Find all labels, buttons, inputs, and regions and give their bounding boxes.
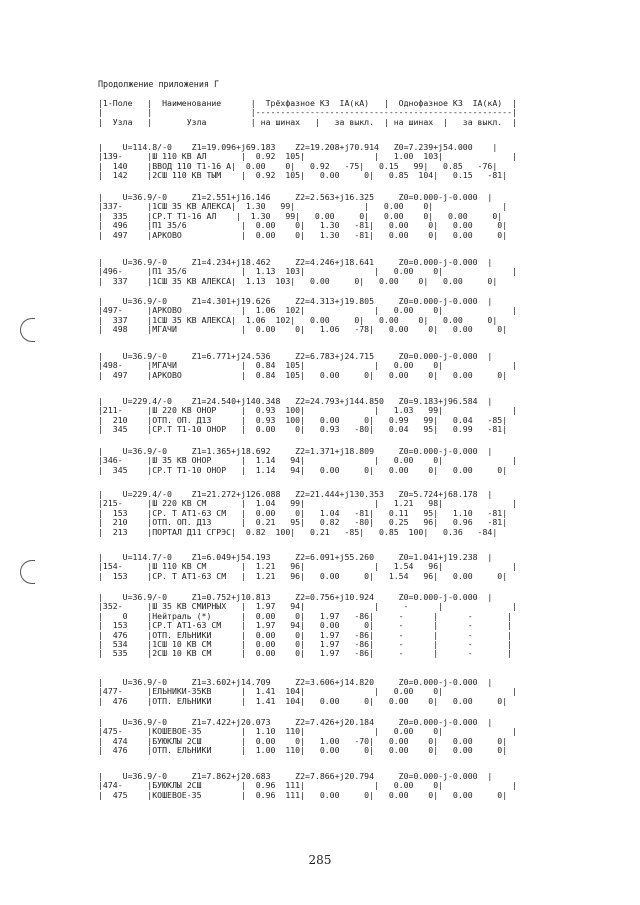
node-block: | U=36.9/-0 Z1=4.301+j19.626 Z2=4.313+j19.805 Z0=0.000-j-0.000 | |497- |АРКОВО | 1.06 102| | 0.00 0| | | 337 |1СШ 35 КВ АЛЕКСА| 1.06 102| 0.00 0| 0.00 0| 0.00 0| | 498 |МГАЧИ | 0.00 0| 1.06 -78| 0.00 0| 0.00 0| xyxy=(98,296,517,335)
table-header: |1-Поле | Наименование | Трёхфазное КЗ IA(кА) | Однофазное КЗ IA(кА) | | | |----------------------------------------------------| | Узла | Узла | на шинах | за выкл. | на шинах | за выкл. | xyxy=(98,98,517,127)
node-block: | U=36.9/-0 Z1=4.234+j18.462 Z2=4.246+j18.641 Z0=0.000-j-0.000 | |496- |П1 35/6 | 1.13 103| | 0.00 0| | | 337 |1СШ 35 КВ АЛЕКСА| 1.13 103| 0.00 0| 0.00 0| 0.00 0| xyxy=(98,257,517,286)
node-block: | U=36.9/-0 Z1=2.551+j16.146 Z2=2.563+j16.325 Z0=0.000-j-0.000 | |337- |1СШ 35 КВ АЛЕКСА| 1.30 99| | 0.00 0| | | 335 |СР.Т Т1-16 АЛ | 1.30 99| 0.00 0| 0.00 0| 0.00 0| | 496 |П1 35/6 | 0.00 0| 1.30 -81| 0.00 0| 0.00 0| | 497 |АРКОВО | 0.00 0| 1.30 -81| 0.00 0| 0.00 0| xyxy=(98,192,508,240)
node-block: | U=114.7/-0 Z1=6.049+j54.193 Z2=6.091+j55.260 Z0=1.041+j19.238 | |154- |Ш 110 КВ СМ | 1.21 96| | 1.54 96| | | 153 |СР. Т АТ1-63 СМ | 1.21 96| 0.00 0| 1.54 96| 0.00 0| xyxy=(98,552,517,581)
node-block: | U=36.9/-0 Z1=6.771+j24.536 Z2=6.783+j24.715 Z0=0.000-j-0.000 | |498- |МГАЧИ | 0.84 105| | 0.00 0| | | 497 |АРКОВО | 0.84 105| 0.00 0| 0.00 0| 0.00 0| xyxy=(98,351,517,380)
punch-hole-mark xyxy=(20,560,35,584)
node-block: | U=36.9/-0 Z1=7.862+j20.683 Z2=7.866+j20.794 Z0=0.000-j-0.000 | |474- |БУЮКЛЫ 2СШ | 0.96 111| | 0.00 0| | | 475 |КОШЕВОЕ-35 | 0.96 111| 0.00 0| 0.00 0| 0.00 0| xyxy=(98,771,517,800)
node-block: | U=229.4/-0 Z1=24.540+j140.348 Z2=24.793+j144.850 Z0=9.183+j96.584 | |211- |Ш 220 КВ ОНОР | 0.93 100| | 1.03 99| | | 210 |ОТП. ОП. Д13 | 0.93 100| 0.00 0| 0.99 99| 0.04 -85| | 345 |СР.Т Т1-10 ОНОР | 0.00 0| 0.93 -80| 0.04 95| 0.99 -81| xyxy=(98,396,517,435)
node-block: | U=229.4/-0 Z1=21.272+j126.088 Z2=21.444+j130.353 Z0=5.724+j68.178 | |215- |Ш 220 КВ СМ | 1.04 99| | 1.21 98| | | 153 |СР. Т АТ1-63 СМ | 0.00 0| 1.04 -81| 0.11 95| 1.10 -81| | 210 |ОТП. ОП. Д13 | 0.21 95| 0.82 -80| 0.25 96| 0.96 -81| | 213 |ПОРТАЛ Д11 СГРЭС| 0.82 100| 0.21 -85| 0.85 100| 0.36 -84| xyxy=(98,489,517,537)
punch-hole-mark xyxy=(20,318,35,342)
node-block: | U=36.9/-0 Z1=0.752+j10.813 Z2=0.756+j10.924 Z0=0.000-j-0.000 | |352- |Ш 35 КВ СМИРНЫХ | 1.97 94| | - | | | 0 |Нейтраль (*) | 0.00 0| 1.97 -86| - | - | | 153 |СР.Т АТ1-63 СМ | 1.97 94| 0.00 0| - | - | | 476 |ОТП. ЕЛЬНИКИ | 0.00 0| 1.97 -86| - | - | | 534 |1СШ 10 КВ СМ | 0.00 0| 1.97 -86| - | - | | 535 |2СШ 10 КВ СМ | 0.00 0| 1.97 -86| - | - | xyxy=(98,592,517,659)
node-block: | U=36.9/-0 Z1=1.365+j18.692 Z2=1.371+j18.809 Z0=0.000-j-0.000 | |346- |Ш 35 КВ ОНОР | 1.14 94| | 0.00 0| | | 345 |СР.Т Т1-10 ОНОР | 1.14 94| 0.00 0| 0.00 0| 0.00 0| xyxy=(98,446,517,475)
node-block: | U=114.8/-0 Z1=19.096+j69.183 Z2=19.208+j70.914 Z0=7.239+j54.000 | |139- |Ш 110 КВ АЛ | 0.92 105| | 1.00 103| | | 140 |ВВОД 110 Т1-16 А| 0.00 0| 0.92 -75| 0.15 99| 0.85 -76| | 142 |2СШ 110 КВ ТЫМ | 0.92 105| 0.00 0| 0.85 104| 0.15 -81| xyxy=(98,142,517,181)
node-block: | U=36.9/-0 Z1=3.602+j14.709 Z2=3.606+j14.820 Z0=0.000-j-0.000 | |477- |ЕЛЬНИКИ-35КВ | 1.41 104| | 0.00 0| | | 476 |ОТП. ЕЛЬНИКИ | 1.41 104| 0.00 0| 0.00 0| 0.00 0| xyxy=(98,677,517,706)
page-number: 285 xyxy=(308,853,332,867)
node-block: | U=36.9/-0 Z1=7.422+j20.073 Z2=7.426+j20.184 Z0=0.000-j-0.000 | |475- |КОШЕВОЕ-35 | 1.10 110| | 0.00 0| | | 474 |БУЮКЛЫ 2СШ | 0.00 0| 1.00 -70| 0.00 0| 0.00 0| | 476 |ОТП. ЕЛЬНИКИ | 1.00 110| 0.00 0| 0.00 0| 0.00 0| xyxy=(98,717,517,756)
continuation-caption: Продолжение приложения Г xyxy=(98,79,220,89)
